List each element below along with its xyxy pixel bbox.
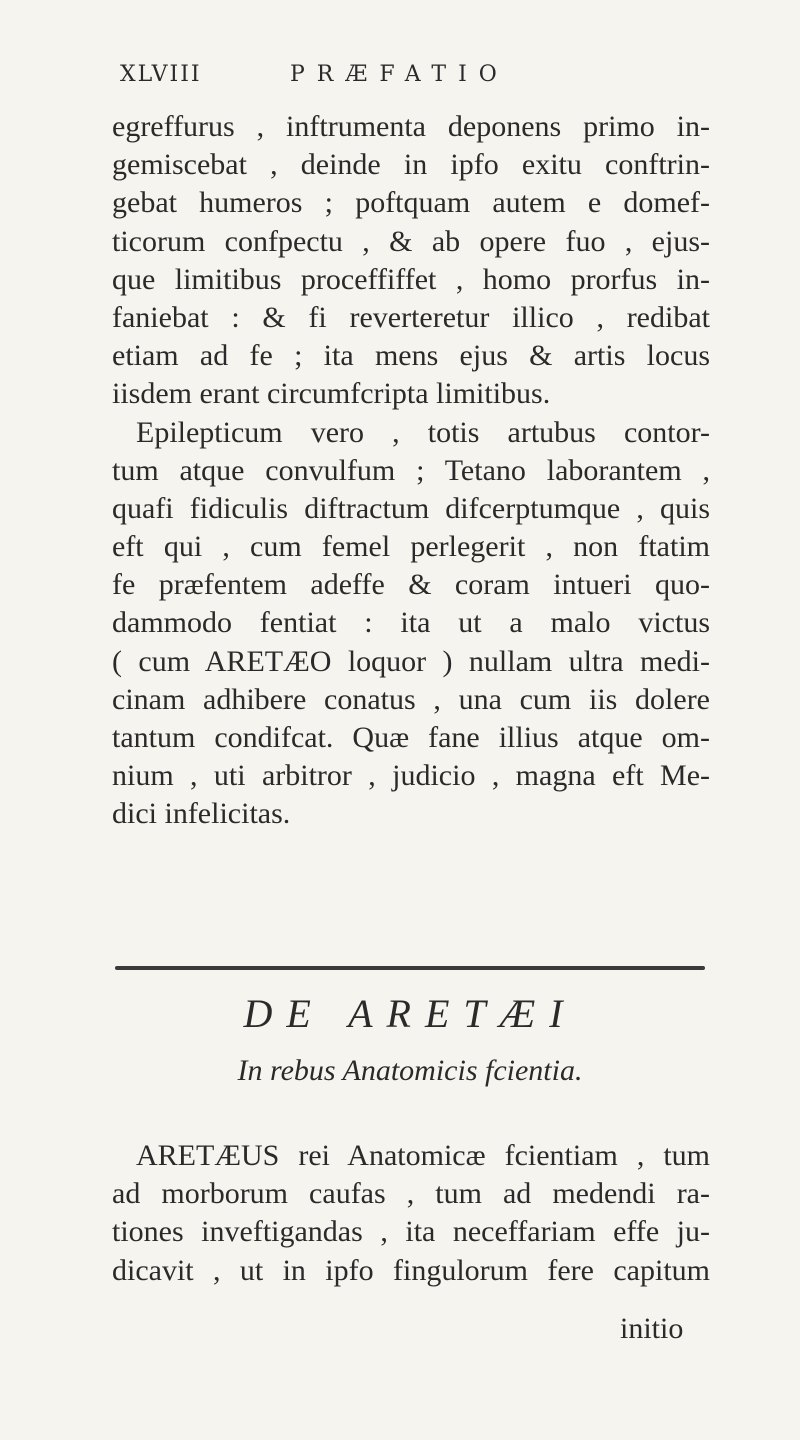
- text-line: cinam adhibere conatus , una cum iis dolere: [112, 682, 710, 716]
- text-line: ad morborum caufas , tum ad medendi ra-: [112, 1177, 710, 1211]
- text-line: eft qui , cum femel perlegerit , non ftatim: [112, 530, 710, 564]
- text-line: fe præfentem adeffe & coram intueri quo-: [112, 568, 710, 602]
- text-line: que limitibus proceffiffet , homo prorfus in-: [112, 262, 710, 296]
- text-line: dici infelicitas.: [112, 797, 291, 831]
- text-line: iisdem erant circumfcripta limitibus.: [112, 377, 551, 411]
- running-title: PRÆFATIO: [290, 62, 509, 87]
- text-line: quafi fidiculis diftractum difcerptumque , quis: [112, 491, 710, 525]
- text-line: dammodo fentiat : ita ut a malo victus: [112, 606, 710, 640]
- text-line: tiones inveftigandas , ita neceffariam effe ju-: [112, 1215, 710, 1249]
- text-line: tantum condifcat. Quæ fane illius atque om-: [112, 721, 710, 754]
- text-line: dicavit , ut in ipfo fingulorum fere capitum: [112, 1253, 710, 1287]
- section-divider: [115, 966, 705, 970]
- text-line: Epilepticum vero , totis artubus contor-: [136, 415, 710, 449]
- running-header: [120, 62, 680, 98]
- page-number: XLVIII: [120, 62, 202, 87]
- section-subheading: In rebus Anatomicis fcientia.: [237, 1054, 583, 1087]
- text-block-lower: [112, 1137, 710, 1290]
- text-line: egreffurus , inftrumenta deponens primo in-: [112, 110, 710, 143]
- text-line: gebat humeros ; poftquam autem e domef-: [112, 186, 710, 220]
- text-line: ARETÆUS rei Anatomicæ fcientiam , tum: [136, 1139, 710, 1172]
- text-line: faniebat : & fi reverteretur illico , redibat: [112, 300, 710, 334]
- catchword: initio: [620, 1312, 684, 1345]
- text-line: tum atque convulfum ; Tetano laborantem ,: [112, 453, 710, 487]
- section-heading: DE ARETÆI: [243, 991, 577, 1036]
- text-line: ticorum confpectu , & ab opere fuo , ejus-: [112, 224, 710, 258]
- text-block-upper: [112, 108, 710, 834]
- text-line: ( cum ARETÆO loquor ) nullam ultra medi-: [112, 644, 710, 678]
- text-line: etiam ad fe ; ita mens ejus & artis locus: [112, 339, 710, 373]
- text-line: gemiscebat , deinde in ipfo exitu conftrin-: [112, 148, 710, 182]
- text-line: nium , uti arbitror , judicio , magna eft Me-: [112, 759, 710, 793]
